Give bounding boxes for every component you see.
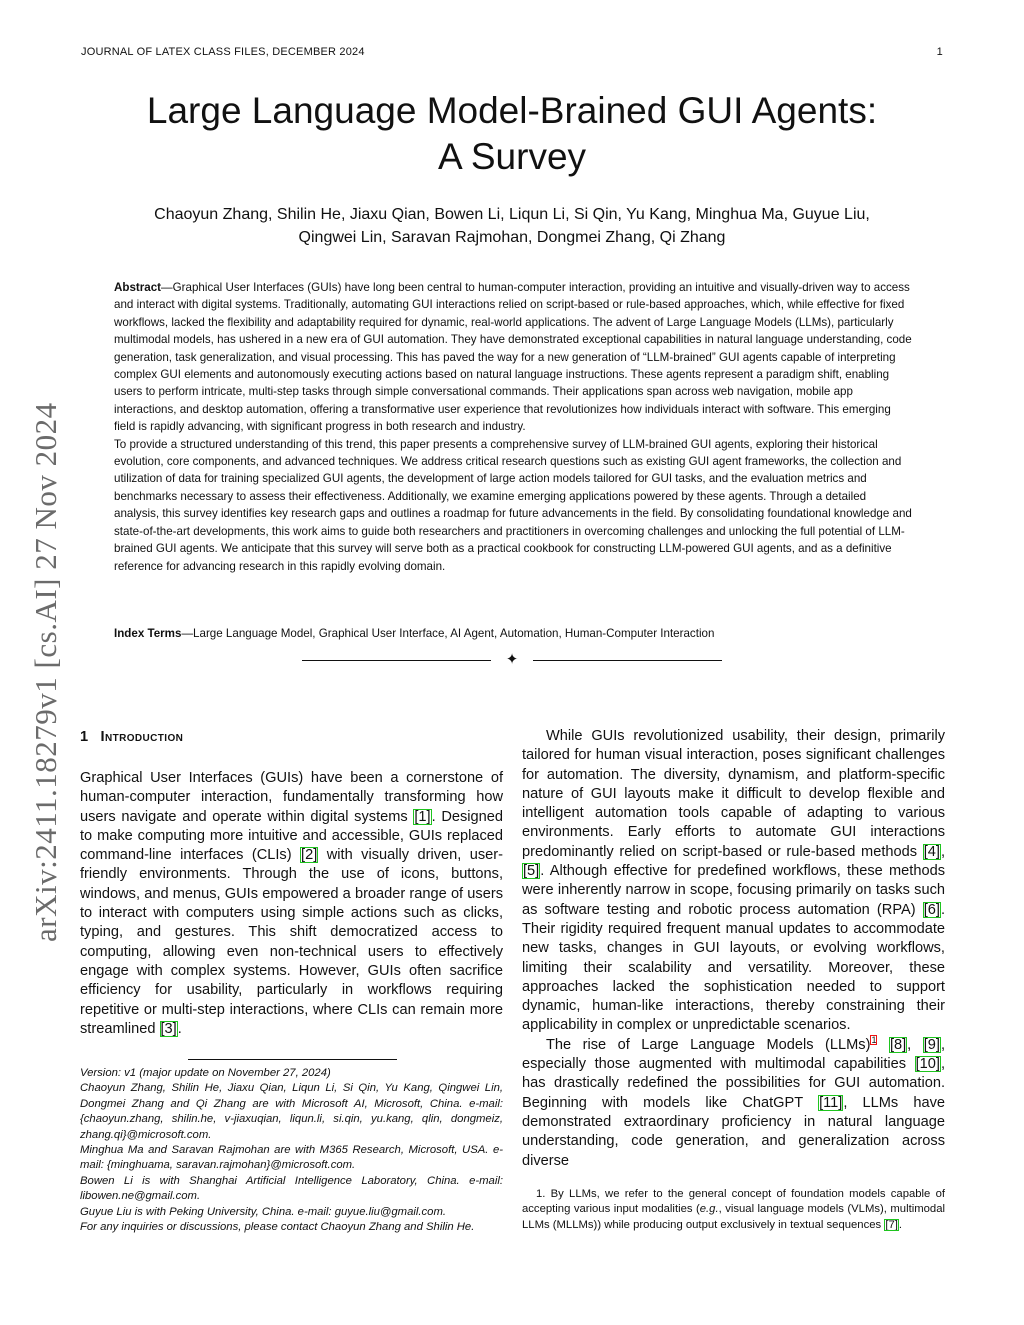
citation-link[interactable]: [1] xyxy=(414,808,431,825)
paper-title xyxy=(60,88,964,180)
authors-line-1: Chaoyun Zhang, Shilin He, Jiaxu Qian, Bowen Li, Liqun Li, Si Qin, Yu Kang, Minghua Ma, Guyue Liu, xyxy=(154,206,870,223)
section-heading xyxy=(80,727,503,747)
citation-link[interactable]: [4] xyxy=(923,843,940,860)
text-run: . xyxy=(898,1218,903,1231)
text-run: The rise of Large Language Models (LLMs) xyxy=(546,1036,871,1053)
affiliation-note: Chaoyun Zhang, Shilin He, Jiaxu Qian, Liqun Li, Si Qin, Yu Kang, Qingwei Lin, Dongmei Zhang and Qi Zhang are with Microsoft AI, Microsoft, China. e-mail: {chaoyun.zhang, shilin.he, v-jiaxuqian, liqun.li, si.qin, yu.kang, qlin, dongmeiz, zhang.qi}@microsoft.com. xyxy=(80,1082,503,1141)
arxiv-identifier: arXiv:2411.18279v1 [cs.AI] 27 Nov 2024 xyxy=(28,402,63,942)
citation-link[interactable]: [11] xyxy=(819,1094,843,1111)
separator-line-left xyxy=(302,660,491,661)
index-terms xyxy=(114,625,912,642)
page-number: 1 xyxy=(936,46,943,58)
text-run: . Their rigidity required frequent manual updates to accommodate new tasks, changes in GUI layouts, or evolving workflows, limiting their scalability and versatility. Moreover, these approaches lacked the sophistication needed to support dynamic, human-like interactions, thereby constraining their applicability in complex or unpredictable scenarios. xyxy=(522,901,945,1034)
title-line-1: Large Language Model-Brained GUI Agents: xyxy=(146,90,878,131)
citation-link[interactable]: [9] xyxy=(923,1036,940,1053)
abstract-text-1: Graphical User Interfaces (GUIs) have long been central to human-computer interaction, providing an intuitive and visually-driven way to access and interact with digital systems. Traditionally, automating GUI interactions relied on script-based or rule-based approaches, which, while effective for fixed workflows, lacked the flexibility and adaptability required for dynamic, real-world applications. The advent of Large Language Models (LLMs), particularly multimodal models, has ushered in a new era of GUI automation. They have demonstrated exceptional capabilities in natural language understanding, code generation, task generalization, and visual processing. This has paved the way for a new generation of “LLM-brained” GUI agents capable of interpreting complex GUI elements and autonomously executing actions based on natural language instructions. These agents represent a paradigm shift, enabling users to perform intricate, multi-step tasks through simple conversational commands. Their applications span across web navigation, mobile app interactions, and desktop automation, offering a transformative user experience that revolutionizes how individuals interact with software. This emerging field is rapidly advancing, with significant progress in both research and industry. xyxy=(114,281,912,434)
running-header: JOURNAL OF LATEX CLASS FILES, DECEMBER 2024 xyxy=(81,46,365,58)
text-run: . Designed to make computing more intuitive and accessible, GUIs replaced command-line interfaces (CLIs) xyxy=(80,808,503,864)
citation-link[interactable]: [3] xyxy=(160,1020,177,1037)
left-column xyxy=(80,727,503,1039)
separator-line-right xyxy=(533,660,722,661)
footnote-1 xyxy=(522,1187,945,1233)
text-run: with visually driven, user-friendly environments. Through the use of icons, buttons, windows, and menus, GUIs empowered a broader range of users to interact with computers using simple actions such as clicks, typing, and gestures. This shift democratized access to computing, allowing even non-technical users to effectively engage with complex systems. However, GUIs often sacrifice efficiency for usability, particularly in workflows requiring repetitive or multi-step interactions, where CLIs can remain more streamlined xyxy=(80,847,503,1037)
footnote-rule xyxy=(188,1059,397,1060)
section-number: 1 xyxy=(80,729,89,745)
intro-paragraph-2 xyxy=(522,727,945,1036)
text-run: , LLMs have demonstrated extraordinary proficiency in natural language understanding, code generation, and generalization across diverse xyxy=(522,1094,945,1169)
abstract-dash: — xyxy=(161,281,173,294)
text-run: e.g. xyxy=(699,1203,719,1216)
text-run: . xyxy=(177,1020,182,1037)
intro-paragraph-1 xyxy=(80,769,503,1039)
citation-link[interactable]: [8] xyxy=(889,1036,907,1053)
citation-link[interactable]: [2] xyxy=(301,847,318,864)
text-run: , especially those augmented with multimodal capabilities xyxy=(522,1036,946,1073)
section-title: Introduction xyxy=(100,729,184,745)
separator-diamond-icon: ✦ xyxy=(505,651,519,668)
abstract-paragraph-1 xyxy=(114,279,912,436)
affiliation-note: Bowen Li is with Shanghai Artificial Intelligence Laboratory, China. e-mail: libowen.ne@gmail.com. xyxy=(80,1174,503,1203)
affiliation-note: Minghua Ma and Saravan Rajmohan are with M365 Research, Microsoft, USA. e-mail: {minghuama, saravan.rajmohan}@microsoft.com. xyxy=(80,1144,503,1172)
text-run: 1. By LLMs, we refer to the general concept of foundation models capable of accepting various input modalities ( xyxy=(522,1188,945,1216)
intro-paragraph-3 xyxy=(522,1036,945,1171)
authors-line-2: Qingwei Lin, Saravan Rajmohan, Dongmei Zhang, Qi Zhang xyxy=(298,229,726,246)
version-note: Version: v1 (major update on November 27, 2024) xyxy=(80,1067,331,1079)
citation-link[interactable]: [6] xyxy=(923,901,940,918)
abstract-label: Abstract xyxy=(114,281,162,294)
citation-link[interactable]: [10] xyxy=(915,1056,940,1073)
text-run: , visual language models (VLMs), multimodal LLMs (MLLMs)) while producing output exclusively in textual sequences xyxy=(522,1203,945,1231)
index-terms-dash: — xyxy=(181,627,194,640)
author-list xyxy=(80,203,944,249)
text-run: , has drastically redefined the possibilities for GUI automation. Beginning with models like ChatGPT xyxy=(522,1056,945,1111)
text-run: Graphical User Interfaces (GUIs) have been a cornerstone of human-computer interaction, fundamentally transforming how users navigate and operate within digital systems xyxy=(80,770,503,825)
citation-link[interactable]: [7] xyxy=(885,1218,898,1231)
index-terms-label: Index Terms xyxy=(114,627,182,640)
footnote-link[interactable]: 1 xyxy=(871,1034,877,1045)
abstract xyxy=(114,279,912,575)
affiliation-note: Guyue Liu is with Peking University, China. e-mail: guyue.liu@gmail.com. xyxy=(80,1205,447,1218)
text-run: , xyxy=(907,1036,923,1053)
author-notes xyxy=(80,1066,503,1235)
citation-link[interactable]: [5] xyxy=(523,863,540,880)
text-run: While GUIs revolutionized usability, their design, primarily tailored for human visual interaction, poses significant challenges for automation. The diversity, dynamism, and platform-specific nature of GUI layouts make it difficult to develop flexible and intelligent automation tools capable of adapting to various environments. Early efforts to automate GUI interactions predominantly relied on script-based or rule-based methods xyxy=(522,728,945,860)
text-run: . Although effective for predefined workflows, these methods were inherently narrow in scope, focusing primarily on tasks such as software testing and robotic process automation (RPA) xyxy=(522,863,945,918)
title-line-2: A Survey xyxy=(437,136,587,177)
right-column xyxy=(522,727,945,1171)
text-run: , xyxy=(940,843,945,860)
index-terms-text: Large Language Model, Graphical User Interface, AI Agent, Automation, Human-Computer Interaction xyxy=(193,627,715,640)
footnote-text xyxy=(522,1187,945,1233)
abstract-paragraph-2: To provide a structured understanding of this trend, this paper presents a comprehensive survey of LLM-brained GUI agents, exploring their historical evolution, core components, and advanced techniques. We address critical research questions such as existing GUI agent frameworks, the collection and utilization of data for training specialized GUI agents, the development of large action models tailored for GUI tasks, and the evaluation metrics and benchmarks necessary to assess their effectiveness. Additionally, we examine emerging applications powered by these agents. Through a detailed analysis, this survey identifies key research gaps and outlines a roadmap for future advancements in the field. By consolidating foundational knowledge and state-of-the-art developments, this work aims to guide both researchers and practitioners in overcoming challenges and unlocking the full potential of LLM-brained GUI agents. We anticipate that this survey will serve both as a practical cookbook for constructing LLM-powered GUI agents, and as a definitive reference for advancing research in this rapidly evolving domain. xyxy=(114,437,912,573)
contact-note: For any inquiries or discussions, please contact Chaoyun Zhang and Shilin He. xyxy=(80,1221,475,1234)
text-run xyxy=(877,1037,888,1053)
